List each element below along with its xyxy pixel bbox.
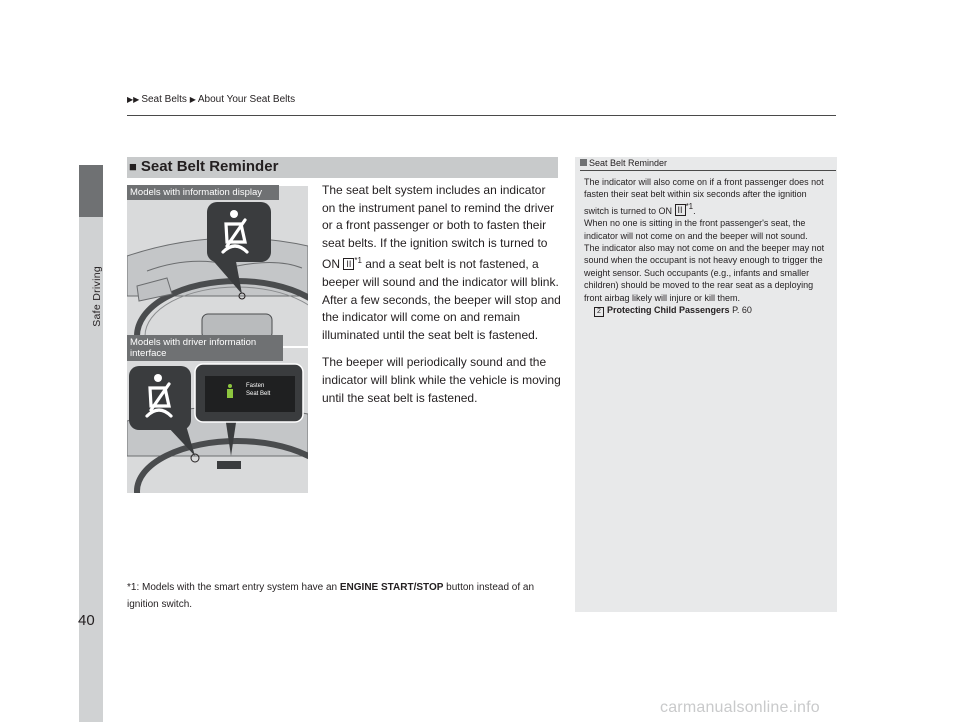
link-title[interactable]: Protecting Child Passengers [607,305,730,316]
reference-arrow-icon: 2 [594,307,604,317]
note-paragraph [584,176,832,217]
figure-label-information-display: Models with information display [127,185,279,200]
section-title [129,158,278,175]
chapter-tab-marker [79,165,103,217]
note-icon [580,159,587,166]
breadcrumb-item[interactable]: About Your Seat Belts [197,94,296,105]
note-text-span: . [693,205,696,216]
square-bullet-icon: ■ [129,159,137,174]
note-paragraph: The indicator also may not come on and the beeper may not sound when the occupant is not heavy enough to trigger the weight sensor. Such occupants (e.g., infants and smaller children) should be moved to the rear seat as a deploying front airbag likely will injure or kill them. [584,243,825,303]
footnote-bold: ENGINE START/STOP [339,582,444,593]
link-page[interactable]: P. 60 [732,305,752,316]
breadcrumb-item[interactable]: Seat Belts [141,94,187,105]
watermark: carmanualsonline.info [660,699,820,716]
body-text-span: and a seat belt is not fastened, a beeper will sound and the indicator will blink. After a few seconds, the beeper will stop and the indicator will come on and remain illuminated until the seat belt is fastened. [322,257,561,342]
display-line: Fasten [246,383,265,389]
page-number: 40 [78,612,95,629]
footnote-ref[interactable]: *1 [354,256,362,266]
footnote-text: button instead of an ignition switch. [127,582,535,610]
note-body [584,176,832,317]
header-rule [127,115,836,116]
breadcrumb [127,94,295,105]
note-heading [580,158,667,168]
ignition-position-key-icon: II [675,204,686,216]
note-paragraph: When no one is sitting in the front passenger's seat, the indicator will not come on and the beeper will not sound. [584,218,808,241]
footnote-ref[interactable]: *1 [685,201,694,211]
ignition-position-key-icon: II [343,258,354,270]
note-rule [580,170,836,171]
body-text [322,182,562,417]
body-paragraph: The beeper will periodically sound and the indicator will blink while the vehicle is moving until the seat belt is fastened. [322,355,561,405]
figure-label-driver-information-interface: Models with driver information interface [127,335,283,361]
breadcrumb-arrow-icon: ▶▶ [127,95,140,104]
footnote [127,579,567,613]
footnote-text: *1: Models with the smart entry system have an [127,582,340,593]
note-heading-text: Seat Belt Reminder [589,158,668,168]
section-title-text: Seat Belt Reminder [140,158,279,175]
note-text-span: The indicator will also come on if a front passenger does not fasten their seat belt within six seconds after the ignition switch is turned to ON [584,177,824,216]
body-text-span: The seat belt system includes an indicator on the instrument panel to remind the driver or a front passenger or both to fasten their seat belts. If the ignition switch is turned to ON [322,183,555,272]
body-paragraph [322,182,562,344]
breadcrumb-arrow-icon: ▶ [189,95,196,104]
cross-reference-link[interactable] [584,304,832,317]
display-line: Seat Belt [246,391,271,397]
chapter-tab [79,165,103,722]
display-message [246,382,270,398]
chapter-label: Safe Driving [91,266,103,327]
